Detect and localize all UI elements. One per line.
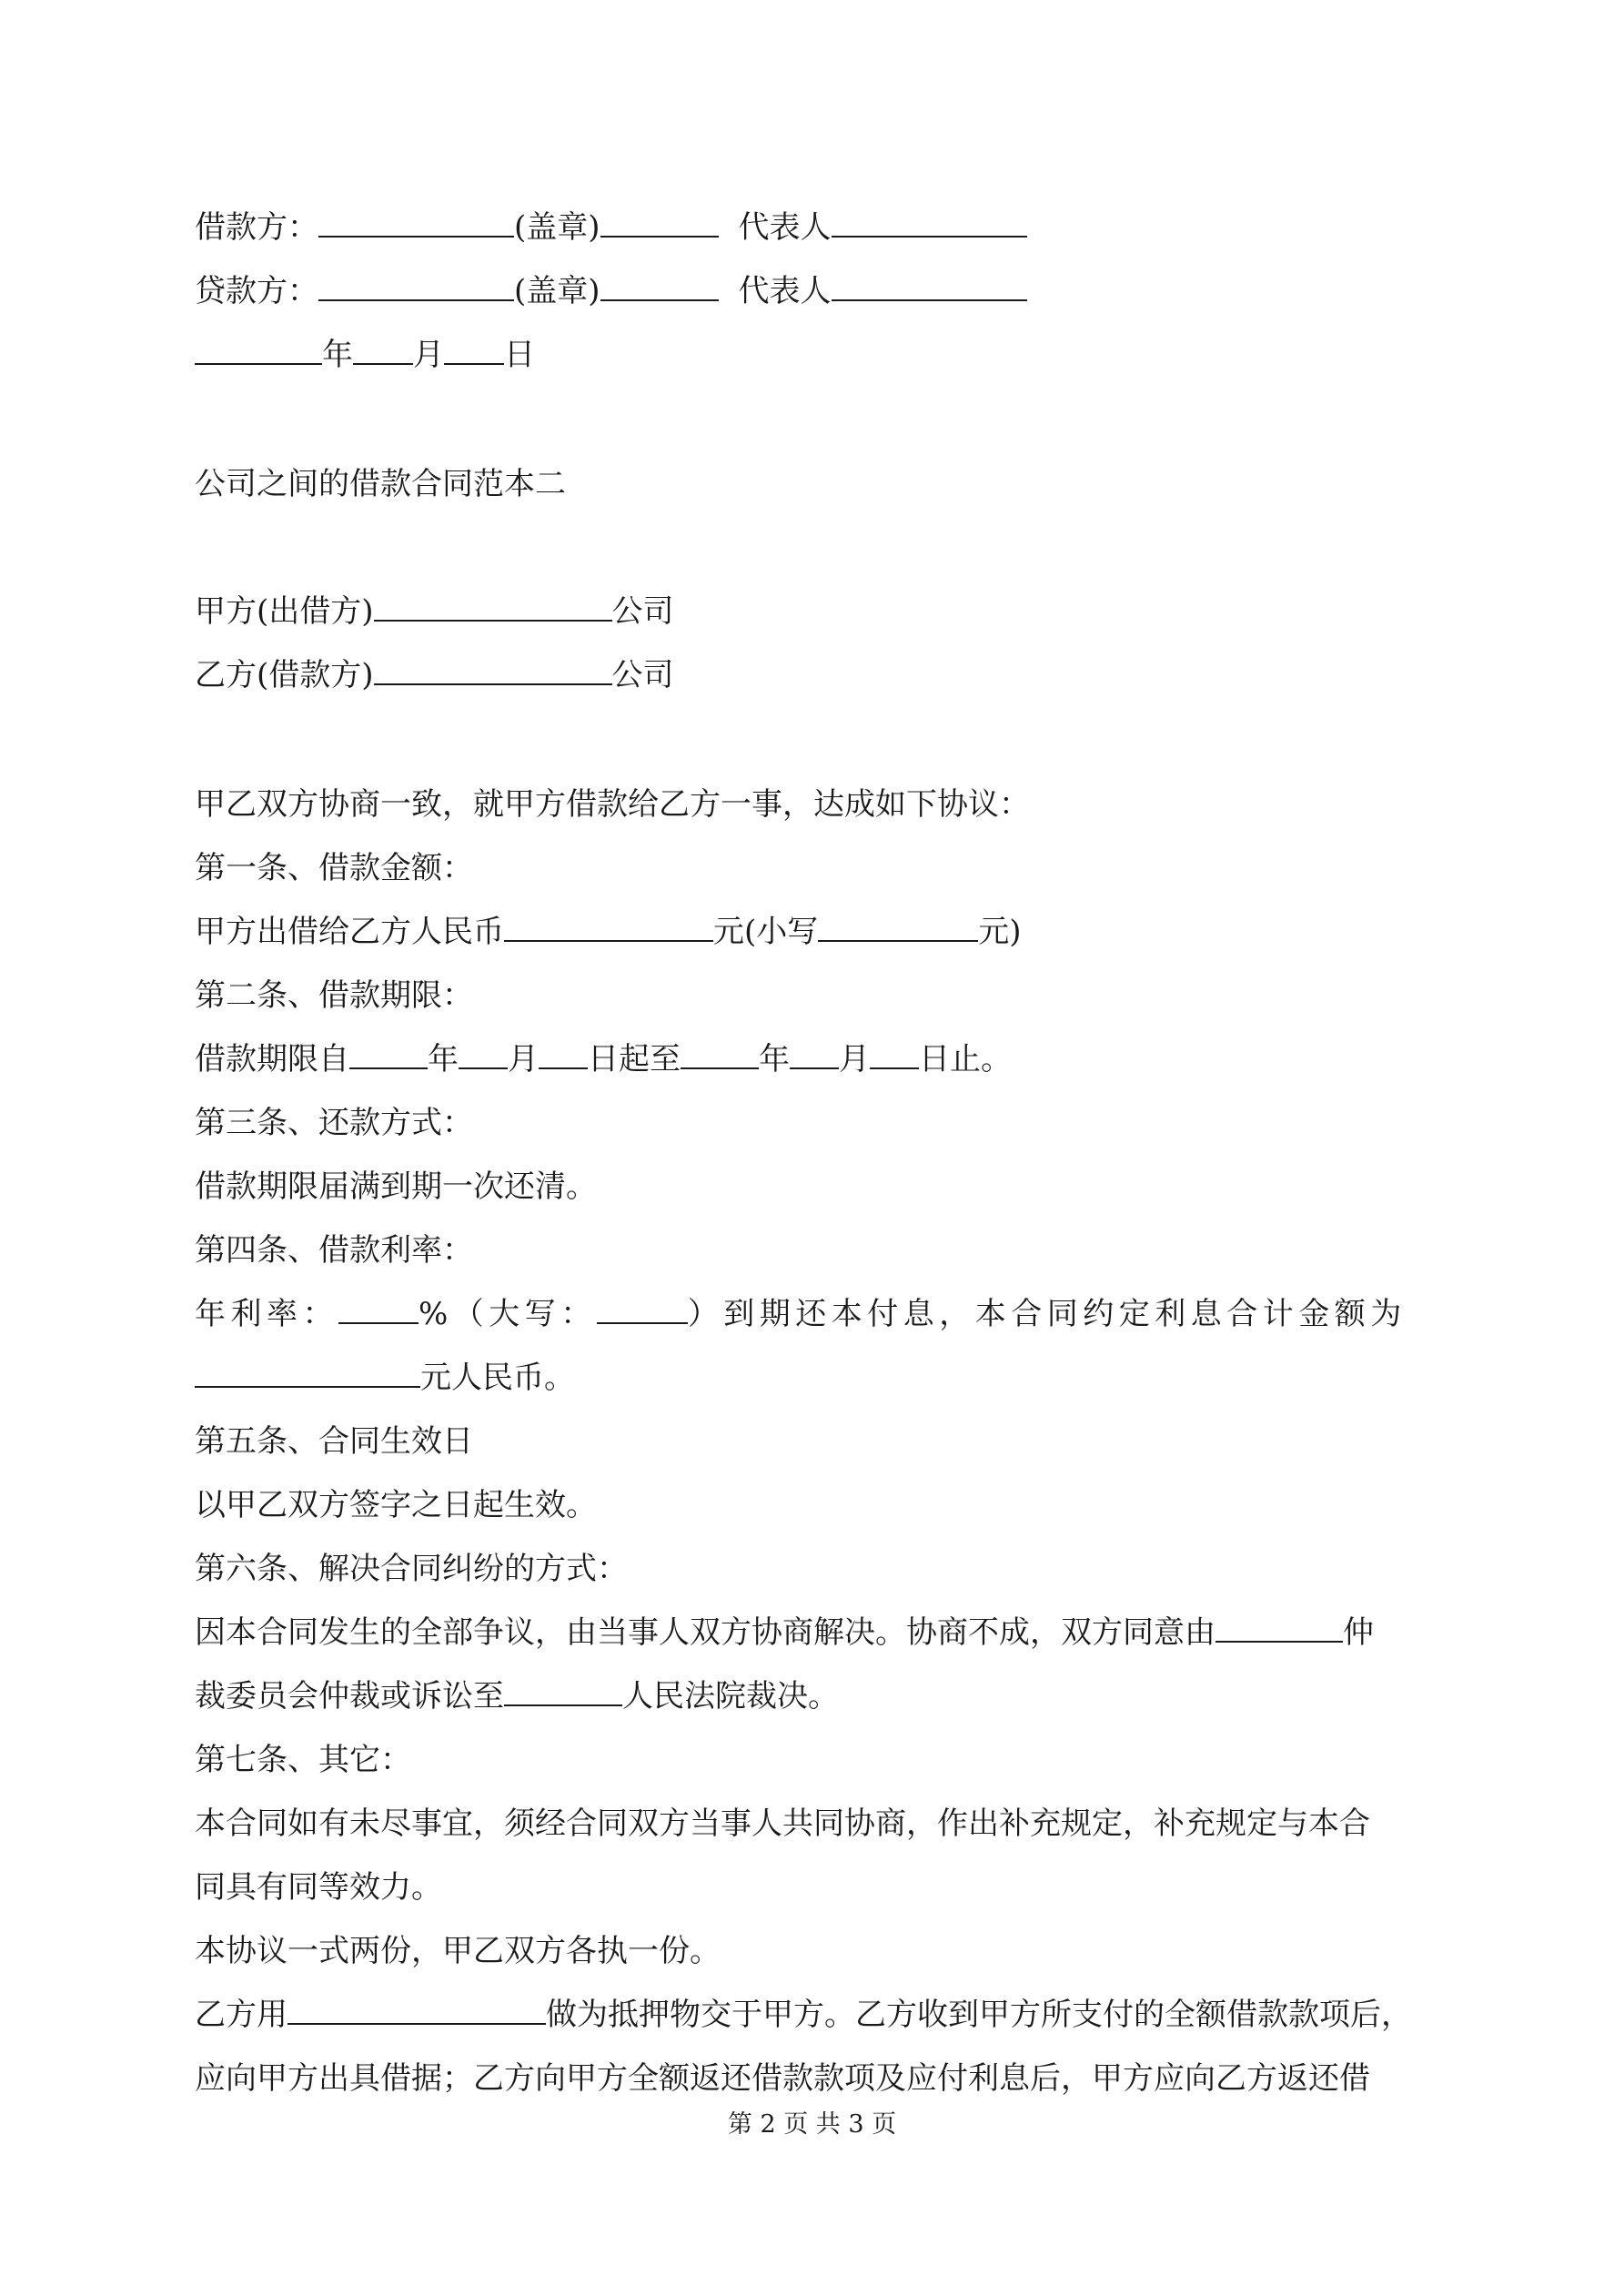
end-month-label: 月 (839, 1041, 870, 1077)
amount-suffix: 元) (978, 914, 1022, 950)
seal-blank (600, 208, 719, 238)
borrower-label: 借款方： (195, 209, 318, 246)
collateral-blank (287, 1996, 546, 2025)
article-7-text-line2: 同具有同等效力。 (195, 1869, 442, 1906)
article-7-text-line1: 本合同如有未尽事宜，须经合同双方当事人共同协商，作出补充规定，补充规定与本合 (195, 1805, 1370, 1842)
interest-total-blank (195, 1359, 420, 1388)
representative-blank (832, 208, 1027, 238)
start-day-blank (539, 1040, 588, 1069)
interest-terms: ）到期还本付息，本合同约定利息合计金额为 (687, 1296, 1407, 1332)
start-month-blank (459, 1040, 508, 1069)
end-year-label: 年 (759, 1041, 790, 1077)
article-4-text-cont (195, 1358, 575, 1398)
company-suffix: 公司 (611, 657, 674, 693)
day-label: 日 (504, 337, 535, 373)
article-7-title: 第七条、其它： (195, 1742, 411, 1778)
interest-rate-uppercase-prefix: %（大写： (419, 1296, 597, 1332)
party-b-label: 乙方(借款方) (195, 657, 374, 693)
interest-rate-blank (338, 1295, 419, 1324)
year-blank (195, 336, 322, 365)
signature-date-line (195, 335, 535, 375)
dispute-text-c: 裁委员会仲裁或诉讼至 (195, 1678, 504, 1714)
company-suffix: 公司 (611, 593, 674, 630)
seal-blank (600, 272, 719, 301)
seal-label: (盖章) (514, 273, 600, 309)
article-3-text: 借款期限届满到期一次还清。 (195, 1168, 597, 1205)
amount-lowercase-blank (818, 913, 978, 942)
article-1-text (195, 912, 1022, 952)
end-month-blank (790, 1040, 839, 1069)
end-day-blank (870, 1040, 919, 1069)
start-month-label: 月 (508, 1041, 539, 1077)
article-2-title: 第二条、借款期限： (195, 977, 473, 1014)
amount-uppercase-blank (504, 913, 713, 942)
party-b-line (195, 655, 674, 695)
collateral-terms: 做为抵押物交于甲方。乙方收到甲方所支付的全额借款款项后， (546, 1997, 1412, 2033)
dispute-text-b: 仲 (1343, 1614, 1374, 1651)
dispute-text-a: 因本合同发生的全部争议，由当事人双方协商解决。协商不成，双方同意由 (195, 1614, 1215, 1651)
term-prefix: 借款期限自 (195, 1041, 349, 1077)
copies-text: 本协议一式两份，甲乙双方各执一份。 (195, 1933, 721, 1969)
page-footer: 第 2 页 共 3 页 (727, 2110, 897, 2139)
representative-blank (832, 272, 1027, 301)
article-6-text (195, 1613, 1374, 1653)
end-day-label: 日止。 (919, 1041, 1012, 1077)
article-5-title: 第五条、合同生效日 (195, 1423, 473, 1460)
start-year-label: 年 (428, 1041, 459, 1077)
collateral-prefix: 乙方用 (195, 1997, 287, 2033)
article-2-text (195, 1039, 1012, 1079)
interest-rate-prefix: 年利率： (195, 1296, 338, 1332)
article-4-text (195, 1294, 1407, 1334)
collateral-text-line1 (195, 1995, 1412, 2035)
start-year-blank (349, 1040, 428, 1069)
party-a-blank (374, 592, 612, 622)
lender-name-blank (318, 272, 514, 301)
amount-middle: 元(小写 (713, 914, 819, 950)
interest-rate-uppercase-blank (597, 1295, 688, 1324)
party-b-blank (374, 656, 612, 685)
lender-signature-line (195, 271, 1027, 311)
year-label: 年 (322, 337, 353, 373)
dispute-text-d: 人民法院裁决。 (622, 1678, 839, 1714)
borrower-signature-line (195, 207, 1027, 248)
seal-label: (盖章) (514, 209, 600, 246)
month-blank (353, 336, 413, 365)
court-blank (504, 1677, 622, 1706)
borrower-name-blank (318, 208, 514, 238)
day-blank (444, 336, 504, 365)
party-a-line (195, 592, 674, 632)
article-5-text: 以甲乙双方签字之日起生效。 (195, 1487, 597, 1523)
start-day-label: 日起至 (588, 1041, 681, 1077)
party-a-label: 甲方(出借方) (195, 593, 374, 630)
lender-label: 贷款方： (195, 273, 318, 309)
article-3-title: 第三条、还款方式： (195, 1105, 473, 1141)
representative-label: 代表人 (738, 273, 832, 309)
article-6-title: 第六条、解决合同纠纷的方式： (195, 1551, 628, 1587)
amount-prefix: 甲方出借给乙方人民币 (195, 914, 504, 950)
month-label: 月 (413, 337, 444, 373)
intro-text: 甲乙双方协商一致，就甲方借款给乙方一事，达成如下协议： (195, 786, 1030, 823)
end-year-blank (681, 1040, 759, 1069)
contract-title: 公司之间的借款合同范本二 (195, 466, 566, 502)
article-6-text-cont (195, 1676, 839, 1716)
article-4-title: 第四条、借款利率： (195, 1232, 473, 1269)
article-1-title: 第一条、借款金额： (195, 850, 473, 886)
representative-label: 代表人 (738, 209, 832, 246)
arbitration-blank (1215, 1613, 1343, 1643)
interest-total-suffix: 元人民币。 (420, 1360, 575, 1396)
collateral-text-line2: 应向甲方出具借据；乙方向甲方全额返还借款款项及应付利息后，甲方应向乙方返还借 (195, 2060, 1370, 2097)
